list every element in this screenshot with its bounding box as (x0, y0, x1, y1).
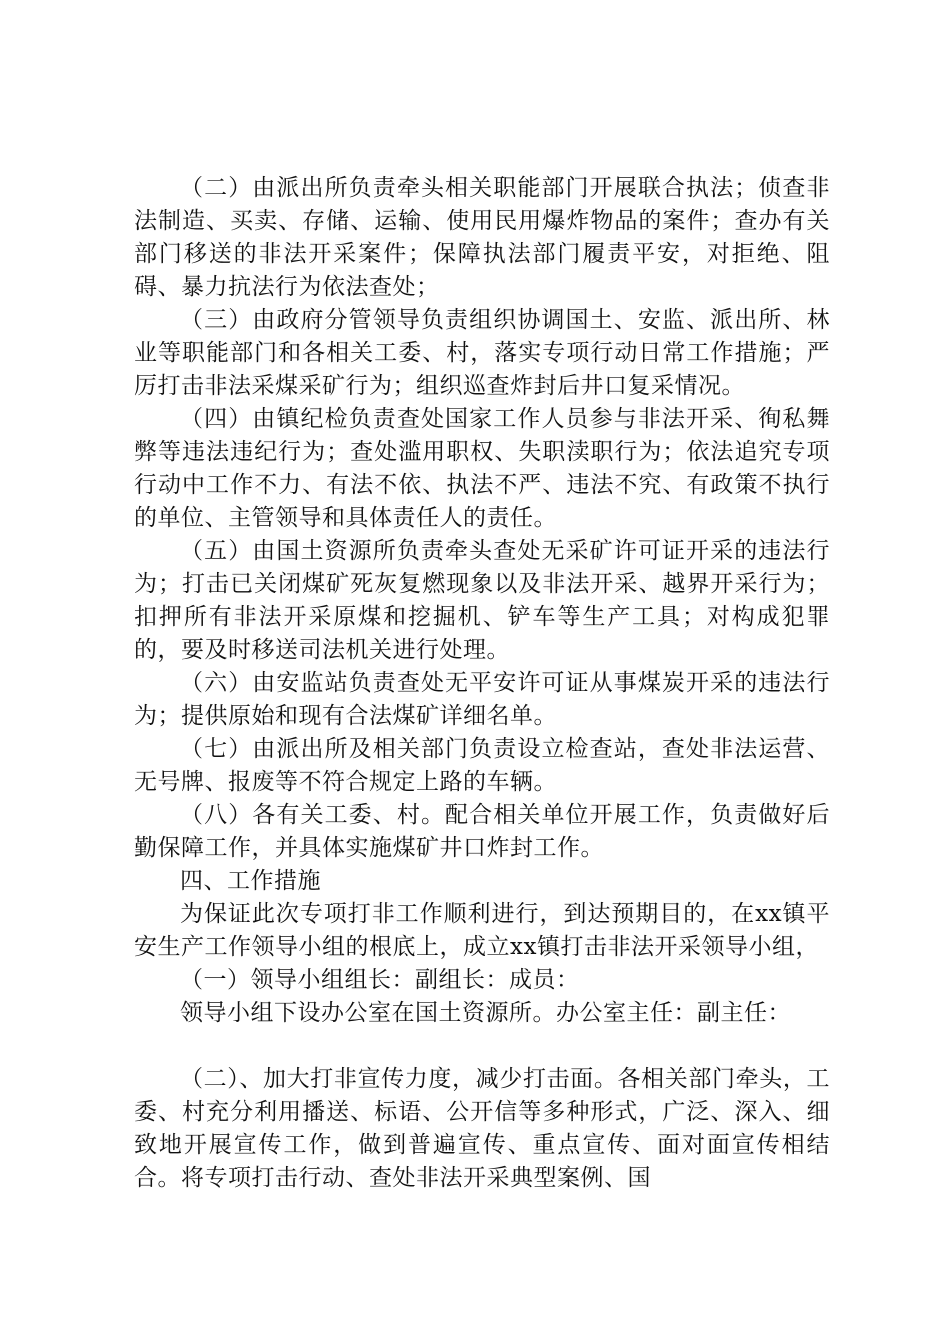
paragraph-leading-group-intro: 为保证此次专项打非工作顺利进行，到达预期目的，在xx镇平安生产工作领导小组的根底上，成立xx镇打击非法开采领导小组， (134, 901, 830, 960)
paragraph-land-resources-duties: （五）由国土资源所负责牵头查处无采矿许可证开采的违法行为；打击已关闭煤矿死灰复燃现象以及非法开采、越界开采行为；扣押所有非法开采原煤和挖掘机、铲车等生产工具；对构成犯罪的，要及时移送司法机关进行处理。 (134, 538, 830, 663)
paragraph-office-setup: 领导小组下设办公室在国土资源所。办公室主任：副主任： (180, 1000, 791, 1026)
paragraph-public-security-duties: （二）由派出所负责牵头相关职能部门开展联合执法；侦查非法制造、买卖、存储、运输、使用民用爆炸物品的案件；查办有关部门移送的非法开采案件；保障执法部门履责平安，对拒绝、阻碍、暴力抗法行为依法查处； (134, 175, 830, 300)
document-body (134, 172, 830, 1195)
paragraph-village-duties: （八）各有关工委、村。配合相关单位开展工作，负责做好后勤保障工作，并具体实施煤矿井口炸封工作。 (134, 802, 830, 861)
paragraph-checkpoint-duties: （七）由派出所及相关部门负责设立检查站，查处非法运营、无号牌、报废等不符合规定上路的车辆。 (134, 736, 830, 795)
paragraph-leading-group-members: （一）领导小组组长：副组长：成员： (180, 967, 580, 993)
section-heading-work-measures: 四、工作措施 (180, 868, 321, 894)
paragraph-safety-supervision-duties: （六）由安监站负责查处无平安许可证从事煤炭开采的违法行为；提供原始和现有合法煤矿详细名单。 (134, 670, 830, 729)
paragraph-government-leadership-duties: （三）由政府分管领导负责组织协调国土、安监、派出所、林业等职能部门和各相关工委、村，落实专项行动日常工作措施；严厉打击非法采煤采矿行为；组织巡查炸封后井口复采情况。 (134, 307, 830, 399)
paragraph-discipline-inspection-duties: （四）由镇纪检负责查处国家工作人员参与非法开采、徇私舞弊等违法违纪行为；查处滥用职权、失职渎职行为；依法追究专项行动中工作不力、有法不依、执法不严、违法不究、有政策不执行的单位、主管领导和具体责任人的责任。 (134, 406, 830, 531)
paragraph-publicity-measures: （二）、加大打非宣传力度，减少打击面。各相关部门牵头，工委、村充分利用播送、标语、公开信等多种形式，广泛、深入、细致地开展宣传工作，做到普遍宣传、重点宣传、面对面宣传相结合。将专项打击行动、查处非法开采典型案例、国 (134, 1066, 830, 1191)
